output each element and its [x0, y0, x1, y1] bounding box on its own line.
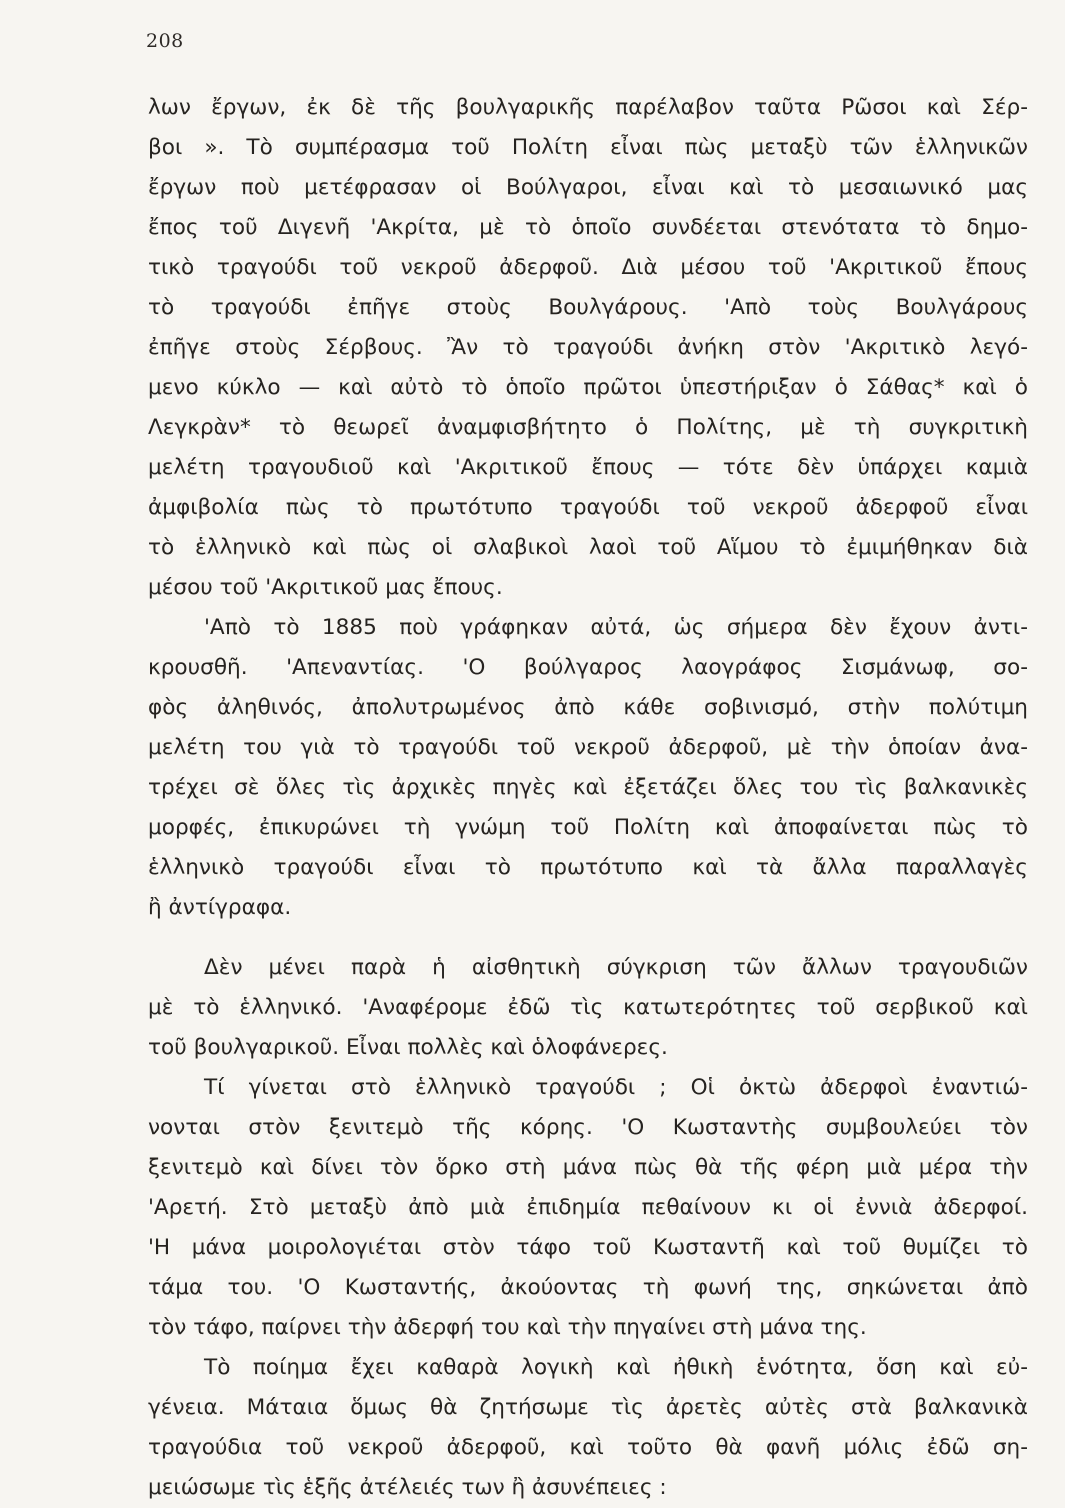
- paragraph-spacer: [148, 928, 1028, 948]
- text-line: μορφές, ἐπικυρώνει τὴ γνώμη τοῦ Πολίτη καὶ ἀποφαίνεται πὼς τὸ: [148, 815, 1028, 840]
- text-line: μὲ τὸ ἑλληνικό. 'Αναφέρομε ἐδῶ τὶς κατωτερότητες τοῦ σερβικοῦ καὶ: [148, 995, 1028, 1020]
- text-line: κρουσθῆ. 'Απεναντίας. 'Ο βούλγαρος λαογράφος Σισμάνωφ, σο-: [148, 655, 1028, 680]
- text-line: τὸν τάφο, παίρνει τὴν ἀδερφή του καὶ τὴν πηγαίνει στὴ μάνα της.: [148, 1315, 867, 1340]
- paragraph: [148, 1348, 1028, 1508]
- text-line: τάμα του. 'Ο Κωσταντής, ἀκούοντας τὴ φωνή της, σηκώνεται ἀπὸ: [148, 1275, 1028, 1300]
- text-line: ἢ ἀντίγραφα.: [148, 895, 292, 920]
- text-line: τικὸ τραγούδι τοῦ νεκροῦ ἀδερφοῦ. Διὰ μέσου τοῦ 'Ακριτικοῦ ἔπους: [148, 255, 1028, 280]
- paragraph: [148, 608, 1028, 928]
- text-line: Δὲν μένει παρὰ ἡ αἰσθητικὴ σύγκριση τῶν ἄλλων τραγουδιῶν: [204, 955, 1028, 980]
- text-line: τὸ τραγούδι ἐπῆγε στοὺς Βουλγάρους. 'Απὸ τοὺς Βουλγάρους: [148, 295, 1028, 320]
- text-line: Τὸ ποίημα ἔχει καθαρὰ λογικὴ καὶ ἠθικὴ ἑνότητα, ὅση καὶ εὐ-: [204, 1355, 1028, 1380]
- text-line: ἀμφιβολία πὼς τὸ πρωτότυπο τραγούδι τοῦ νεκροῦ ἀδερφοῦ εἶναι: [148, 495, 1028, 520]
- text-line: Λεγκρὰν* τὸ θεωρεῖ ἀναμφισβήτητο ὁ Πολίτης, μὲ τὴ συγκριτικὴ: [148, 415, 1028, 440]
- text-line: τὸ ἑλληνικὸ καὶ πὼς οἱ σλαβικοὶ λαοὶ τοῦ Αἵμου τὸ ἐμιμήθηκαν διὰ: [148, 535, 1028, 560]
- text-line: νονται στὸν ξενιτεμὸ τῆς κόρης. 'Ο Κωσταντὴς συμβουλεύει τὸν: [148, 1115, 1028, 1140]
- text-line: ἑλληνικὸ τραγούδι εἶναι τὸ πρωτότυπο καὶ τὰ ἄλλα παραλλαγὲς: [148, 855, 1028, 880]
- text-line: λων ἔργων, ἐκ δὲ τῆς βουλγαρικῆς παρέλαβον ταῦτα Ρῶσοι καὶ Σέρ-: [148, 95, 1028, 120]
- text-line: ξενιτεμὸ καὶ δίνει τὸν ὅρκο στὴ μάνα πὼς θὰ τῆς φέρη μιὰ μέρα τὴν: [148, 1155, 1028, 1180]
- text-line: ἔπος τοῦ Διγενῆ 'Ακρίτα, μὲ τὸ ὁποῖο συνδέεται στενότατα τὸ δημο-: [148, 215, 1028, 240]
- text-line: 'Απὸ τὸ 1885 ποὺ γράφηκαν αὐτά, ὡς σήμερα δὲν ἔχουν ἀντι-: [204, 615, 1028, 640]
- text-line: μειώσωμε τὶς ἑξῆς ἀτέλειές των ἢ ἀσυνέπειες :: [148, 1475, 667, 1500]
- text-line: μελέτη του γιὰ τὸ τραγούδι τοῦ νεκροῦ ἀδερφοῦ, μὲ τὴν ὁποίαν ἀνα-: [148, 735, 1028, 760]
- text-line: τραγούδια τοῦ νεκροῦ ἀδερφοῦ, καὶ τοῦτο θὰ φανῆ μόλις ἐδῶ ση-: [148, 1435, 1028, 1460]
- text-line: ἔργων ποὺ μετέφρασαν οἱ Βούλγαροι, εἶναι καὶ τὸ μεσαιωνικό μας: [148, 175, 1028, 200]
- text-line: 'Η μάνα μοιρολογιέται στὸν τάφο τοῦ Κωσταντῆ καὶ τοῦ θυμίζει τὸ: [148, 1235, 1028, 1260]
- text-line: 'Αρετή. Στὸ μεταξὺ ἀπὸ μιὰ ἐπιδημία πεθαίνουν κι οἱ ἐννιὰ ἀδερφοί.: [148, 1195, 1028, 1220]
- text-line: γένεια. Μάταια ὅμως θὰ ζητήσωμε τὶς ἀρετὲς αὐτὲς στὰ βαλκανικὰ: [148, 1395, 1028, 1420]
- text-line: ἐπῆγε στοὺς Σέρβους. Ἂν τὸ τραγούδι ἀνήκη στὸν 'Ακριτικὸ λεγό-: [148, 335, 1028, 360]
- body-text: [148, 88, 1028, 1508]
- page-number: 208: [146, 30, 184, 52]
- text-line: βοι ». Τὸ συμπέρασμα τοῦ Πολίτη εἶναι πὼς μεταξὺ τῶν ἑλληνικῶν: [148, 135, 1028, 160]
- text-line: τοῦ βουλγαρικοῦ. Εἶναι πολλὲς καὶ ὁλοφάνερες.: [148, 1035, 668, 1060]
- paragraph: [148, 88, 1028, 608]
- text-line: Τί γίνεται στὸ ἑλληνικὸ τραγούδι ; Οἱ ὀκτὼ ἀδερφοὶ ἐναντιώ-: [204, 1075, 1028, 1100]
- text-line: μέσου τοῦ 'Ακριτικοῦ μας ἔπους.: [148, 575, 503, 600]
- paragraph: [148, 948, 1028, 1068]
- paragraph: [148, 1068, 1028, 1348]
- text-line: φὸς ἀληθινός, ἀπολυτρωμένος ἀπὸ κάθε σοβινισμό, στὴν πολύτιμη: [148, 695, 1028, 720]
- text-line: μενο κύκλο — καὶ αὐτὸ τὸ ὁποῖο πρῶτοι ὑπεστήριξαν ὁ Σάθας* καὶ ὁ: [148, 375, 1028, 400]
- text-line: τρέχει σὲ ὅλες τὶς ἀρχικὲς πηγὲς καὶ ἐξετάζει ὅλες του τὶς βαλκανικὲς: [148, 775, 1028, 800]
- text-line: μελέτη τραγουδιοῦ καὶ 'Ακριτικοῦ ἔπους — τότε δὲν ὑπάρχει καμιὰ: [148, 455, 1028, 480]
